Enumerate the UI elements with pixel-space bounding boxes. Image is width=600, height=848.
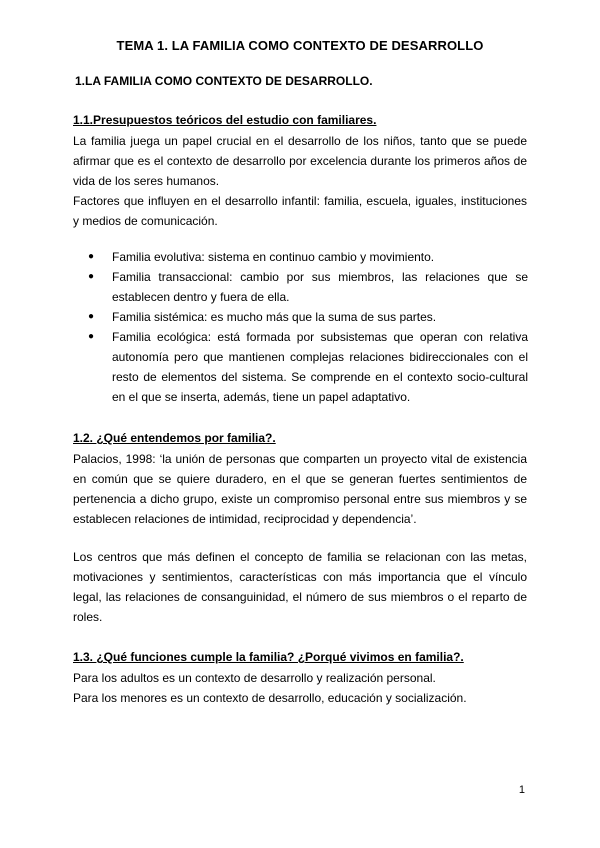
list-item-text: Familia ecológica: está formada por subsistemas que operan con relativa autonomía pero que mantienen complejas relaciones bidireccionales con el resto de elementos del sistema. Se comprende en el contexto socio-cultural en el que se inserta, además, tiene un papel adaptativo. [112,330,528,404]
subsection-3-heading: 1.3. ¿Qué funciones cumple la familia? ¿Porqué vivimos en familia?. [73,650,464,664]
subsection-2-paragraph-2: Los centros que más definen el concepto de familia se relacionan con las metas, motivaciones y sentimientos, características con más importancia que el vínculo legal, las relaciones de consanguinidad, el número de sus miembros o el reparto de roles. [73,550,527,624]
subsection-1-paragraph-2: Factores que influyen en el desarrollo infantil: familia, escuela, iguales, instituciones y medios de comunicación. [73,194,527,228]
subsection-1-heading: 1.1.Presupuestos teóricos del estudio con familiares. [73,113,377,127]
list-item [73,267,528,307]
bullet-icon: ● [88,331,95,342]
list-item [73,327,528,407]
list-item-text: Familia evolutiva: sistema en continuo cambio y movimiento. [112,250,435,264]
subsection-1-paragraph-1: La familia juega un papel crucial en el desarrollo de los niños, tanto que se puede afirmar que es el contexto de desarrollo por excelencia durante los primeros años de vida de los seres humanos. [73,134,527,188]
bullet-icon: ● [88,251,95,262]
page-number: 1 [518,784,525,796]
subsection-2-paragraph-1: Palacios, 1998: ‘la unión de personas que comparten un proyecto vital de existencia en común que se quiere duradero, en el que se generan fuertes sentimientos de pertenencia a dicho grupo, existe un compromiso personal entre sus miembros y se establecen relaciones de intimidad, reciprocidad y dependencia’. [73,452,527,526]
bullet-icon: ● [88,271,95,282]
section-heading: 1.LA FAMILIA COMO CONTEXTO DE DESARROLLO. [75,74,373,88]
bullet-icon: ● [88,311,95,322]
list-item-text: Familia sistémica: es mucho más que la suma de sus partes. [112,310,437,324]
subsection-3-line-2: Para los menores es un contexto de desarrollo, educación y socialización. [73,691,467,705]
list-item [73,247,528,267]
family-types-list [73,247,528,407]
list-item-text: Familia transaccional: cambio por sus miembros, las relaciones que se establecen dentro y fuera de ella. [112,270,528,304]
subsection-3-line-1: Para los adultos es un contexto de desarrollo y realización personal. [73,671,436,685]
document-title: TEMA 1. LA FAMILIA COMO CONTEXTO DE DESARROLLO [116,38,484,53]
subsection-2-heading: 1.2. ¿Qué entendemos por familia?. [73,431,276,445]
list-item [73,307,528,327]
